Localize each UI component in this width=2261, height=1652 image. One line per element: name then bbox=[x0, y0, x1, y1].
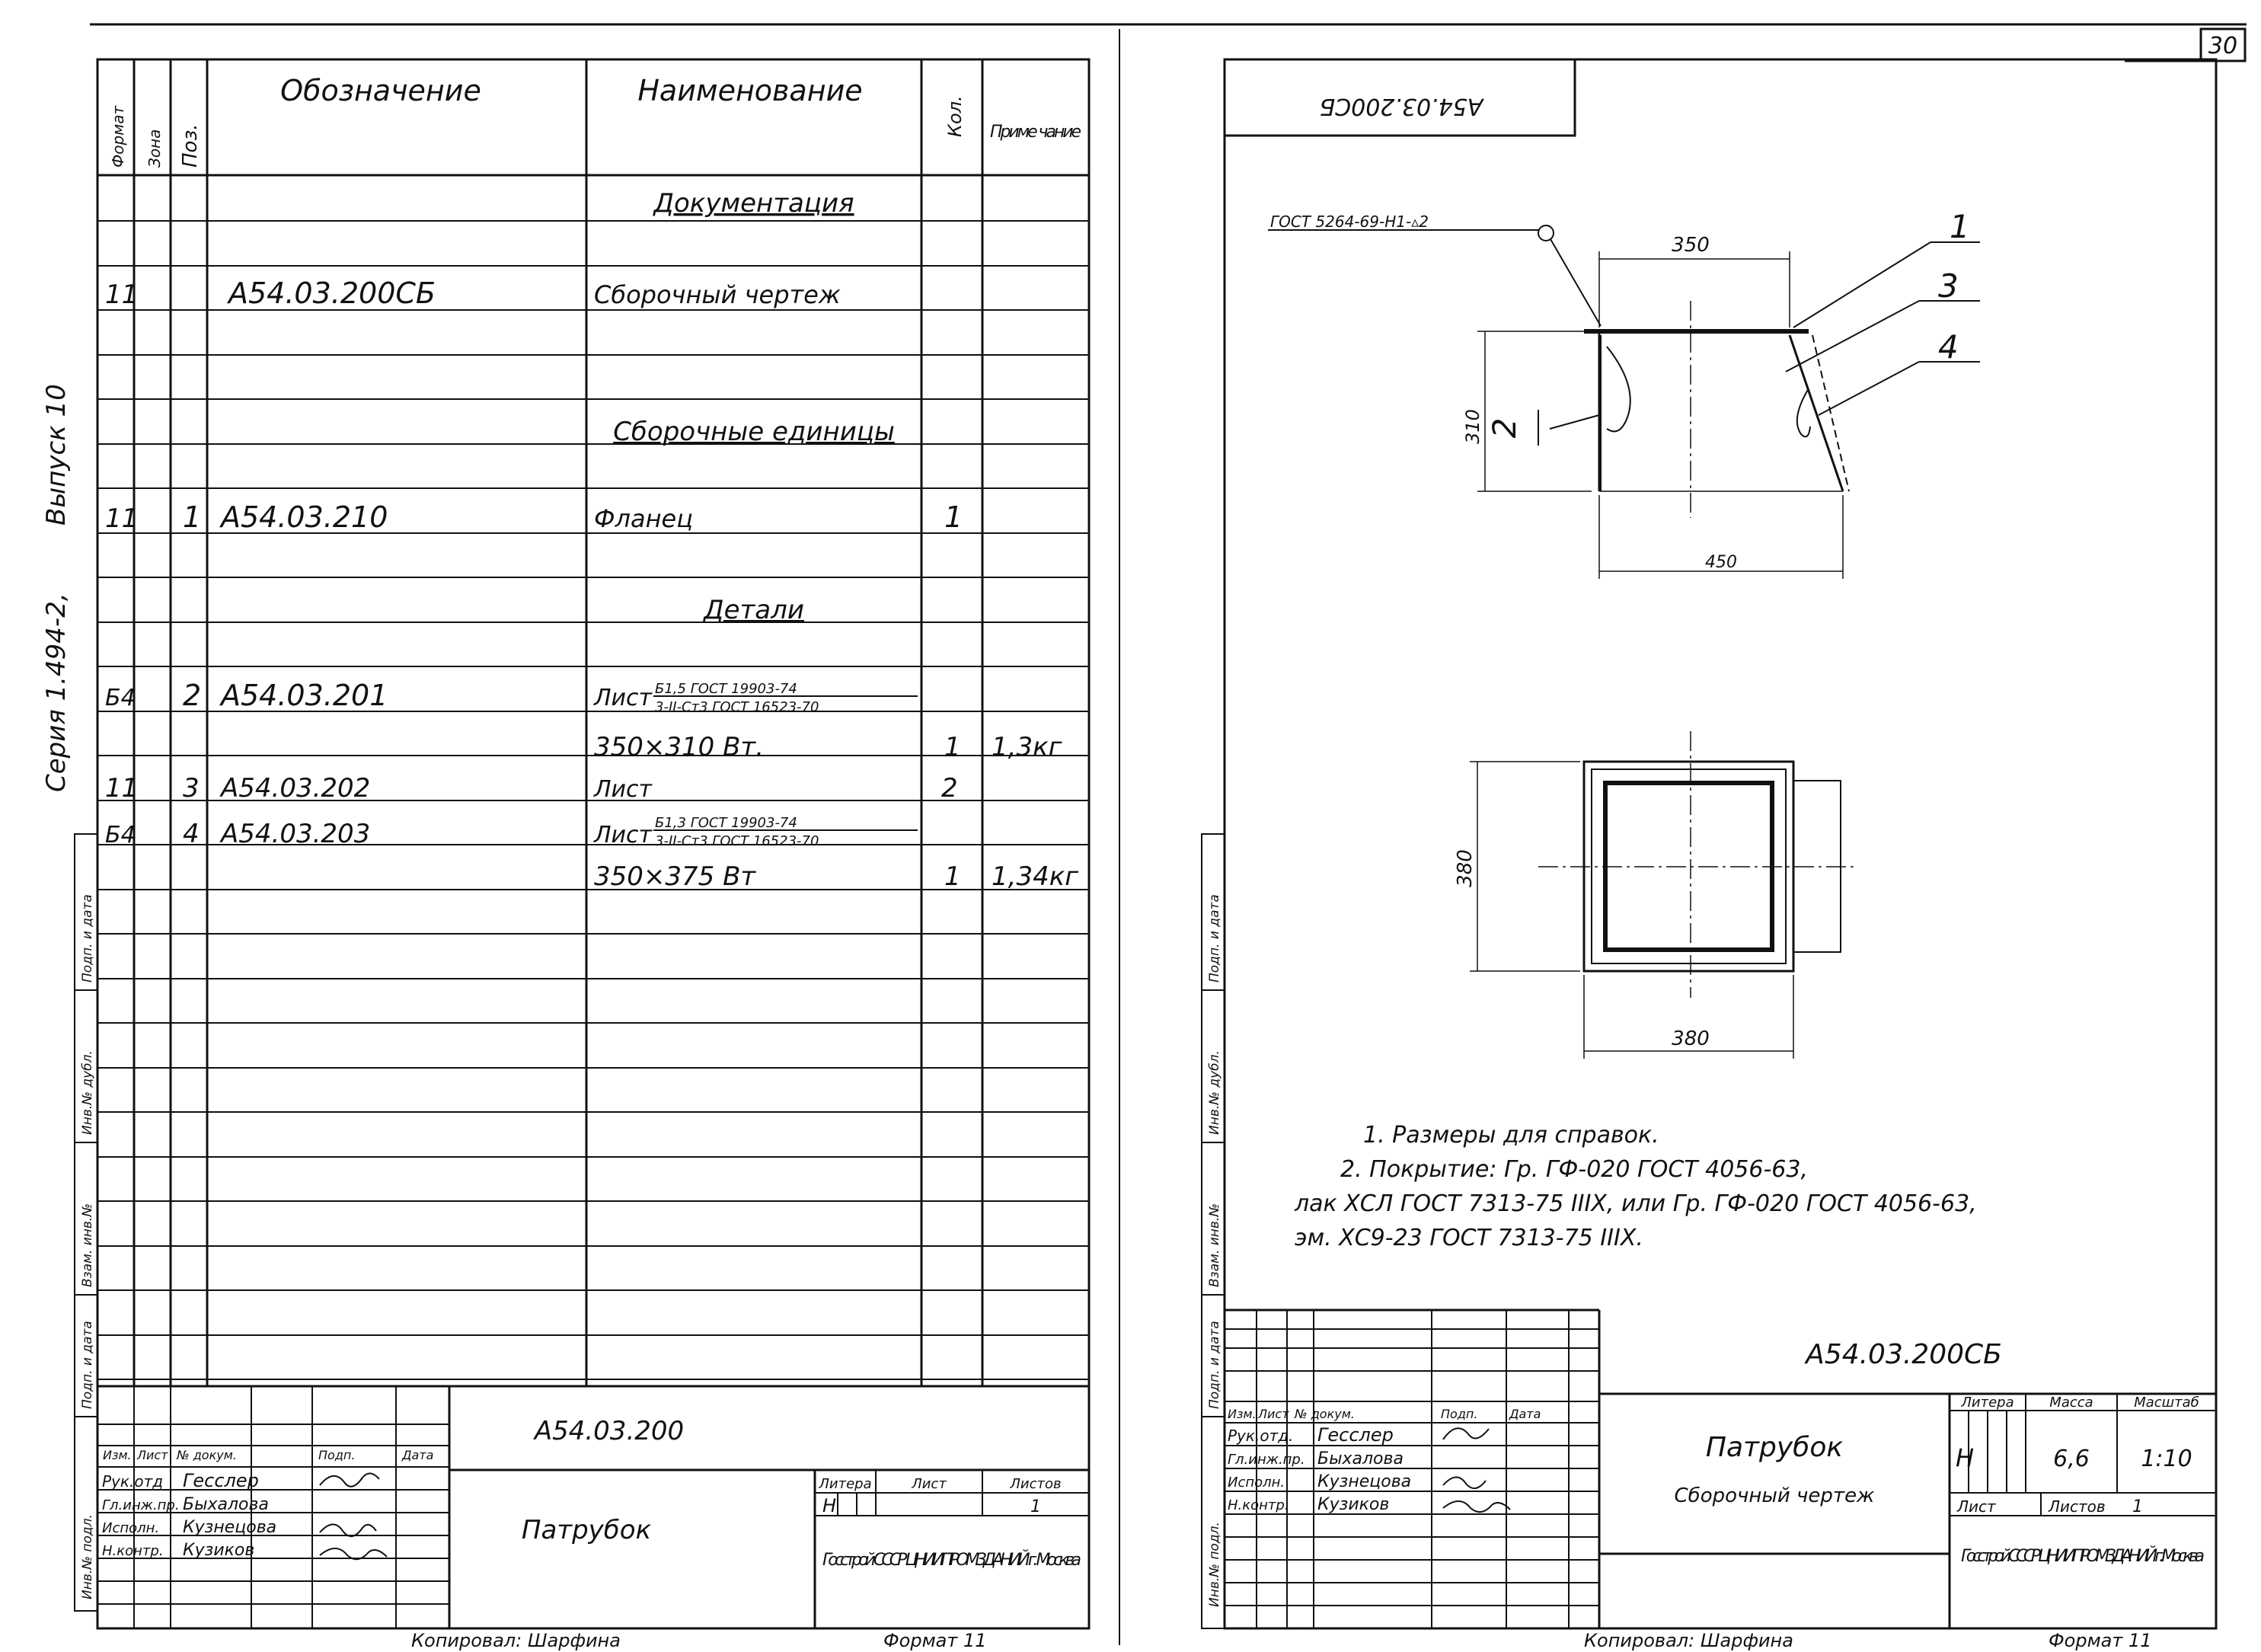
right-tb-designation: А54.03.200СБ bbox=[1806, 1339, 2002, 1370]
table-row: 11 bbox=[105, 503, 139, 534]
table-row: 350×375 Вт bbox=[594, 861, 756, 892]
col-pos: Поз. bbox=[179, 123, 202, 168]
section-assembly-units: Сборочные единицы bbox=[613, 417, 895, 447]
svg-text:Б1,3 ГОСТ 19903-74: Б1,3 ГОСТ 19903-74 bbox=[655, 815, 797, 831]
signature bbox=[1443, 1477, 1486, 1488]
svg-text:6,6: 6,6 bbox=[2053, 1446, 2090, 1472]
svg-text:Листов: Листов bbox=[1010, 1476, 1062, 1492]
svg-text:3-II-Ст3 ГОСТ 16523-70: 3-II-Ст3 ГОСТ 16523-70 bbox=[655, 699, 819, 715]
note-4: эм. ХС9-23 ГОСТ 7313-75 IIIХ. bbox=[1295, 1225, 1643, 1251]
svg-text:А54.03.210: А54.03.210 bbox=[221, 500, 388, 534]
svg-text:1,3кг: 1,3кг bbox=[992, 732, 1062, 762]
svg-text:1: 1 bbox=[944, 732, 961, 762]
right-tb-name: Патрубок bbox=[1705, 1432, 1844, 1463]
svg-text:Подп. и дата: Подп. и дата bbox=[80, 1321, 95, 1409]
svg-text:2: 2 bbox=[941, 773, 958, 804]
svg-text:Инв.№ дубл.: Инв.№ дубл. bbox=[80, 1050, 95, 1135]
front-view bbox=[1584, 301, 1849, 518]
svg-text:Инв.№ подл.: Инв.№ подл. bbox=[1207, 1522, 1222, 1607]
spec-row-lines bbox=[97, 221, 1089, 1386]
signature bbox=[320, 1473, 379, 1486]
svg-text:Исполн.: Исполн. bbox=[1228, 1475, 1285, 1491]
svg-text:Кузнецова: Кузнецова bbox=[183, 1518, 277, 1537]
svg-text:Подп. и дата: Подп. и дата bbox=[1207, 1321, 1222, 1409]
note-3: лак ХСЛ ГОСТ 7313-75 IIIХ, или Гр. ГФ-020 ГОСТ 4056-63, bbox=[1295, 1190, 1977, 1217]
col-format: Формат bbox=[109, 105, 127, 168]
svg-text:Гесслер: Гесслер bbox=[183, 1470, 259, 1491]
weld-note: ГОСТ 5264-69-Н1-▵2 bbox=[1270, 212, 1429, 231]
svg-text:Гесслер: Гесслер bbox=[1317, 1424, 1394, 1446]
dim-height: 310 bbox=[1462, 409, 1483, 444]
svg-text:1:10: 1:10 bbox=[2141, 1446, 2192, 1472]
callout-3: 3 bbox=[1938, 267, 1959, 305]
svg-text:Подп.: Подп. bbox=[318, 1448, 356, 1462]
sheet-number: 30 bbox=[2208, 33, 2238, 59]
svg-text:Фланец: Фланец bbox=[594, 504, 693, 533]
svg-text:Литера: Литера bbox=[1961, 1395, 2014, 1411]
table-row: Б4 bbox=[105, 822, 136, 848]
svg-text:Лист: Лист bbox=[1258, 1407, 1289, 1421]
section-documentation: Документация bbox=[653, 188, 854, 219]
svg-text:Лист: Лист bbox=[594, 822, 653, 848]
svg-text:Литера: Литера bbox=[819, 1476, 872, 1492]
svg-text:Лист: Лист bbox=[912, 1476, 947, 1492]
dim-plan-height: 380 bbox=[1454, 849, 1477, 887]
svg-text:Рук.отд: Рук.отд bbox=[102, 1472, 164, 1491]
table-row: Б4 bbox=[105, 685, 136, 711]
svg-text:№ докум.: № докум. bbox=[1295, 1407, 1355, 1421]
svg-text:Н.контр.: Н.контр. bbox=[102, 1543, 164, 1559]
plan-dimensions bbox=[1470, 762, 1793, 1059]
left-tb-designation: А54.03.200 bbox=[534, 1416, 685, 1446]
svg-text:Кузиков: Кузиков bbox=[183, 1541, 255, 1560]
svg-text:3-II-Ст3 ГОСТ 16523-70: 3-II-Ст3 ГОСТ 16523-70 bbox=[655, 833, 819, 849]
svg-text:Н.контр.: Н.контр. bbox=[1228, 1497, 1289, 1513]
svg-text:1: 1 bbox=[1030, 1497, 1041, 1516]
svg-text:Лист: Лист bbox=[594, 776, 653, 803]
svg-text:2: 2 bbox=[183, 679, 202, 712]
series-label: Серия 1.494-2, bbox=[41, 593, 72, 792]
callout-4: 4 bbox=[1938, 328, 1959, 366]
signature bbox=[320, 1524, 376, 1536]
right-copied-by: Копировал: Шарфина bbox=[1584, 1630, 1793, 1651]
svg-text:Взам. инв.№: Взам. инв.№ bbox=[1207, 1203, 1222, 1287]
plan-view bbox=[1538, 731, 1858, 998]
svg-text:Подп. и дата: Подп. и дата bbox=[80, 894, 95, 983]
svg-text:Гл.инж.пр.: Гл.инж.пр. bbox=[1228, 1452, 1305, 1468]
svg-text:Лист: Лист bbox=[137, 1448, 168, 1462]
svg-text:Инв.№ подл.: Инв.№ подл. bbox=[80, 1514, 95, 1599]
callout-2: 2 bbox=[1486, 417, 1523, 439]
dim-top-width: 350 bbox=[1672, 234, 1710, 257]
svg-text:Масштаб: Масштаб bbox=[2134, 1395, 2199, 1411]
note-1: 1. Размеры для справок. bbox=[1363, 1122, 1659, 1149]
svg-text:Кузнецова: Кузнецова bbox=[1317, 1472, 1412, 1491]
svg-text:1,34кг: 1,34кг bbox=[992, 861, 1079, 892]
svg-text:Подп.: Подп. bbox=[1441, 1407, 1478, 1421]
col-name: Наименование bbox=[637, 74, 863, 107]
right-tb-org: Госстрой СССР ЦНИИПРОМЗДАНИЙ г. Москва bbox=[1961, 1547, 2205, 1566]
svg-text:А54.03.203: А54.03.203 bbox=[221, 819, 371, 849]
svg-text:Быхалова: Быхалова bbox=[1317, 1449, 1404, 1468]
signature bbox=[1443, 1501, 1510, 1512]
svg-text:Быхалова: Быхалова bbox=[183, 1495, 269, 1514]
svg-text:Дата: Дата bbox=[402, 1448, 434, 1462]
svg-text:А54.03.202: А54.03.202 bbox=[221, 773, 371, 804]
right-title-block-grid bbox=[1225, 1310, 1599, 1628]
svg-text:№ докум.: № докум. bbox=[177, 1448, 237, 1462]
svg-text:3: 3 bbox=[183, 773, 200, 804]
svg-text:Кузиков: Кузиков bbox=[1317, 1495, 1390, 1514]
svg-text:Лист: Лист bbox=[1957, 1497, 1996, 1516]
callouts bbox=[1538, 242, 1980, 446]
svg-text:Дата: Дата bbox=[1509, 1407, 1541, 1421]
note-2: 2. Покрытие: Гр. ГФ-020 ГОСТ 4056-63, bbox=[1340, 1156, 1809, 1183]
dim-bottom-width: 450 bbox=[1705, 553, 1737, 572]
callout-1: 1 bbox=[1950, 208, 1970, 245]
weld-symbol bbox=[1538, 225, 1554, 241]
signature bbox=[1443, 1428, 1489, 1440]
svg-text:1: 1 bbox=[944, 500, 963, 534]
svg-text:Сборочный чертеж: Сборочный чертеж bbox=[594, 280, 841, 309]
svg-text:Взам. инв.№: Взам. инв.№ bbox=[80, 1203, 95, 1287]
front-dimensions bbox=[1477, 251, 1843, 579]
svg-text:Рук.отд.: Рук.отд. bbox=[1228, 1427, 1294, 1445]
left-tb-org: Госстрой СССР ЦНИИПРОМЗДАНИЙ г. Москва bbox=[822, 1551, 1081, 1570]
svg-text:А54.03.200СБ: А54.03.200СБ bbox=[228, 276, 436, 310]
svg-text:Б1,5 ГОСТ 19903-74: Б1,5 ГОСТ 19903-74 bbox=[655, 681, 797, 697]
svg-text:Изм.: Изм. bbox=[1228, 1407, 1257, 1421]
left-tb-name: Патрубок bbox=[521, 1515, 652, 1545]
right-tb-subtitle: Сборочный чертеж bbox=[1674, 1484, 1875, 1507]
table-row: 11 bbox=[105, 773, 139, 804]
table-row: 11 bbox=[105, 280, 139, 310]
dim-plan-width: 380 bbox=[1672, 1027, 1710, 1050]
svg-text:1: 1 bbox=[2132, 1497, 2143, 1516]
svg-text:Изм.: Изм. bbox=[103, 1448, 132, 1462]
issue-label: Выпуск 10 bbox=[41, 384, 72, 526]
svg-text:4: 4 bbox=[183, 819, 200, 849]
col-zone: Зона bbox=[145, 129, 164, 168]
table-row: 350×310 Вт. bbox=[594, 732, 765, 762]
col-note: Приме чание bbox=[990, 123, 1081, 142]
svg-text:Лист: Лист bbox=[594, 685, 653, 711]
svg-text:1: 1 bbox=[944, 861, 961, 892]
code-box-text: А54.03.200СБ bbox=[1319, 93, 1483, 120]
svg-text:Н: Н bbox=[822, 1495, 837, 1516]
svg-text:Листов: Листов bbox=[2049, 1497, 2106, 1516]
svg-text:Н: Н bbox=[1956, 1443, 1975, 1472]
svg-text:А54.03.201: А54.03.201 bbox=[221, 679, 388, 712]
right-format: Формат 11 bbox=[2049, 1630, 2152, 1651]
svg-text:Подп. и дата: Подп. и дата bbox=[1207, 894, 1222, 983]
left-format: Формат 11 bbox=[883, 1630, 987, 1651]
svg-text:1: 1 bbox=[183, 500, 202, 534]
svg-text:Исполн.: Исполн. bbox=[102, 1520, 160, 1536]
svg-text:Гл.инж.пр.: Гл.инж.пр. bbox=[102, 1497, 180, 1513]
svg-text:Масса: Масса bbox=[2049, 1395, 2093, 1411]
col-designation: Обозначение bbox=[280, 74, 481, 107]
col-qty: Кол. bbox=[944, 95, 966, 137]
svg-text:Инв.№ дубл.: Инв.№ дубл. bbox=[1207, 1050, 1222, 1135]
section-details: Детали bbox=[704, 595, 804, 625]
left-copied-by: Копировал: Шарфина bbox=[411, 1630, 621, 1651]
